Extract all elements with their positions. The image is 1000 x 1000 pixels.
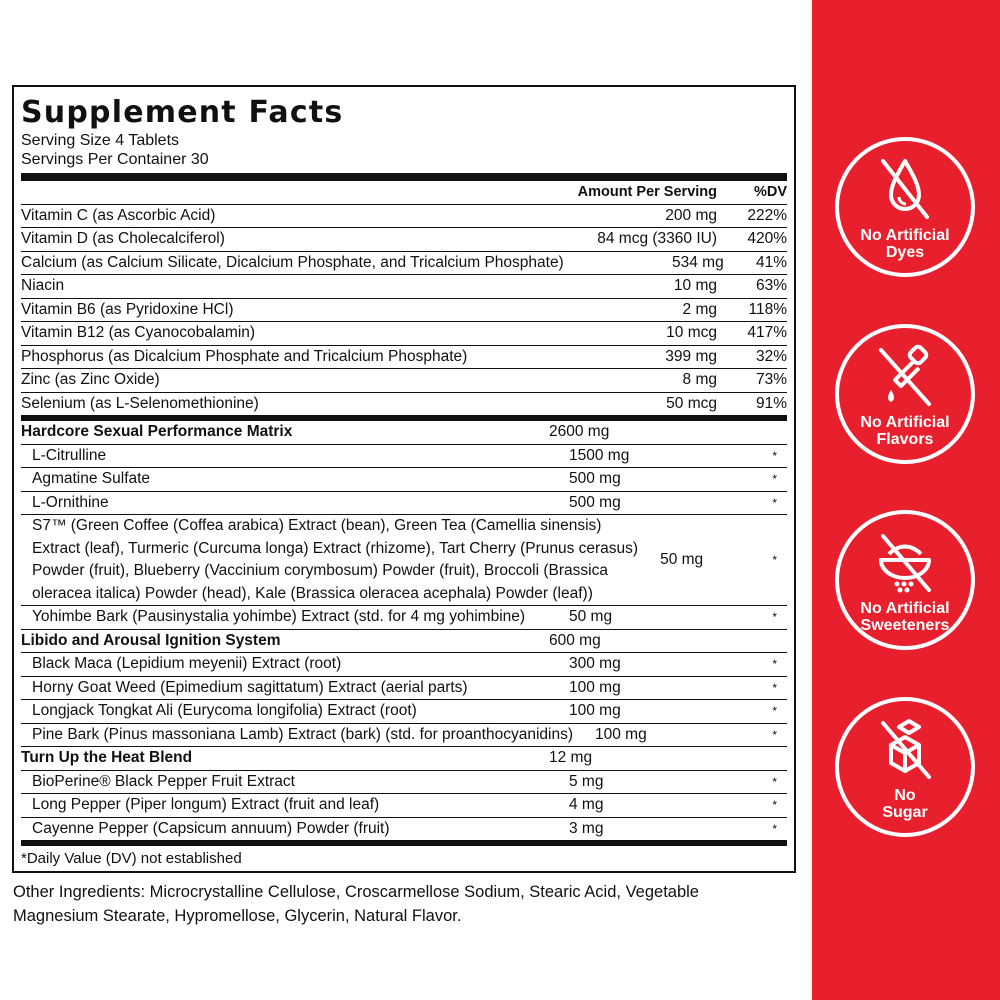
table-row — [21, 724, 787, 748]
table-row — [21, 393, 787, 417]
row-dv: 417% — [747, 324, 787, 341]
other-ingredients-line: Other Ingredients: Microcrystalline Cellulose, Croscarmellose Sodium, Stearic Acid, Vegetable — [13, 883, 699, 901]
row-name: L-Ornithine — [32, 493, 109, 511]
row-amount: 8 mg — [682, 371, 717, 388]
supplement-facts-panel — [12, 85, 796, 873]
table-row — [21, 252, 787, 276]
row-name: Zinc (as Zinc Oxide) — [21, 371, 160, 388]
footnote: *Daily Value (DV) not established — [21, 850, 242, 867]
blend-name: Hardcore Sexual Performance Matrix — [21, 423, 293, 440]
row-name: Selenium (as L-Selenomethionine) — [21, 394, 259, 412]
row-dv: * — [772, 448, 777, 463]
s7-amount: 50 mg — [660, 550, 704, 568]
row-name: Phosphorus (as Dicalcium Phosphate and Tricalcium Phosphate) — [21, 347, 468, 365]
badge-label: No Sugar — [882, 787, 928, 821]
row-amount: 5 mg — [569, 772, 604, 790]
table-row — [21, 205, 787, 229]
row-amount: 50 mg — [569, 608, 613, 625]
s7-line: oleracea italica) Powder (head), Kale (Brassica oleracea acephala) Powder (leaf)) — [32, 584, 593, 602]
claims-sidebar — [812, 0, 1000, 1000]
s7-line: S7™ (Green Coffee (Coffea arabica) Extract (bean), Green Tea (Camellia sinensis) — [32, 517, 602, 534]
row-name: Cayenne Pepper (Capsicum annuum) Powder (fruit) — [32, 819, 390, 837]
row-amount: 10 mcg — [666, 324, 717, 341]
table-row — [21, 445, 787, 469]
table-row — [21, 677, 787, 701]
table-row — [21, 228, 787, 252]
row-dv: 420% — [747, 230, 787, 247]
row-name: Agmatine Sulfate — [32, 470, 151, 487]
row-dv: 73% — [755, 371, 787, 388]
badge-label: No Artificial Flavors — [860, 414, 950, 448]
header-amount: Amount Per Serving — [577, 184, 717, 200]
row-name: Longjack Tongkat Ali (Eurycoma longifolia) Extract (root) — [32, 702, 417, 719]
row-amount: 500 mg — [569, 470, 621, 487]
s7-description — [21, 515, 638, 605]
row-name: Niacin — [21, 277, 65, 294]
row-amount: 100 mg — [569, 702, 621, 719]
row-dv: 91% — [755, 394, 787, 412]
table-row — [21, 771, 787, 795]
badge-label: No Artificial Sweeteners — [860, 600, 950, 634]
row-name: Calcium (as Calcium Silicate, Dicalcium Phosphate, and Tricalcium Phosphate) — [21, 253, 564, 271]
other-ingredients-line: Magnesium Stearate, Hypromellose, Glycerin, Natural Flavor. — [13, 907, 462, 925]
row-amount: 534 mg — [671, 253, 724, 271]
badge-no-dyes — [835, 137, 975, 277]
serving-size: Serving Size 4 Tablets — [21, 132, 180, 149]
panel-title: Supplement Facts — [21, 95, 344, 130]
row-name: Vitamin B12 (as Cyanocobalamin) — [21, 324, 256, 341]
row-dv: * — [772, 610, 777, 624]
row-name: Pine Bark (Pinus massoniana Lamb) Extract (bark) (std. for proanthocyanidins) — [32, 725, 574, 743]
badge-no-sweeteners — [835, 510, 975, 650]
badge-label: No Artificial Dyes — [860, 227, 950, 261]
no-sugar-icon — [869, 715, 941, 783]
row-name: Vitamin C (as Ascorbic Acid) — [21, 206, 216, 224]
row-dv: * — [772, 472, 777, 486]
row-amount: 300 mg — [569, 655, 621, 672]
header-dv: %DV — [753, 184, 787, 200]
nutrient-list — [21, 205, 787, 417]
table-row — [21, 468, 787, 492]
row-amount: 3 mg — [569, 819, 604, 837]
badge-no-sugar — [835, 697, 975, 837]
row-amount: 100 mg — [595, 725, 647, 743]
blend-header — [21, 747, 787, 771]
s7-line: Extract (leaf), Turmeric (Curcuma longa) Extract (rhizome), Tart Cherry (Prunus cerasus) — [32, 539, 639, 557]
row-dv: 32% — [755, 347, 787, 365]
row-amount: 100 mg — [569, 678, 621, 696]
badge-no-flavors — [835, 324, 975, 464]
row-dv: * — [772, 821, 777, 836]
blend-item-list — [21, 771, 787, 842]
row-dv: 63% — [755, 277, 787, 294]
row-name: L-Citrulline — [32, 446, 107, 464]
row-name: Long Pepper (Piper longum) Extract (fruit and leaf) — [32, 796, 380, 813]
row-amount: 4 mg — [569, 796, 604, 813]
servings-per-container: Servings Per Container 30 — [21, 151, 209, 168]
blend-amount: 2600 mg — [549, 423, 610, 440]
row-name: BioPerine® Black Pepper Fruit Extract — [32, 772, 295, 790]
blend-item-list — [21, 653, 787, 747]
thick-divider — [21, 173, 787, 181]
row-dv: * — [772, 680, 777, 695]
table-row — [21, 653, 787, 677]
row-dv: * — [772, 774, 777, 789]
row-amount: 200 mg — [665, 206, 717, 224]
blend-header — [21, 421, 787, 445]
blend-item-list — [21, 445, 787, 516]
row-amount: 50 mcg — [666, 394, 717, 412]
table-row — [21, 322, 787, 346]
row-amount: 1500 mg — [569, 446, 630, 464]
s7-blend-row — [21, 515, 787, 606]
row-dv: 118% — [748, 300, 787, 318]
blend-amount: 600 mg — [549, 631, 601, 649]
table-row — [21, 492, 787, 516]
row-amount: 84 mcg (3360 IU) — [597, 230, 717, 247]
table-row — [21, 369, 787, 393]
table-row — [21, 299, 787, 323]
row-dv: * — [772, 657, 777, 671]
row-name: Vitamin B6 (as Pyridoxine HCl) — [21, 300, 234, 318]
table-row — [21, 346, 787, 370]
row-dv: * — [772, 704, 777, 718]
table-header — [21, 181, 787, 205]
s7-dv: * — [772, 552, 777, 567]
table-row — [21, 275, 787, 299]
row-amount: 500 mg — [569, 493, 621, 511]
row-amount: 2 mg — [682, 300, 717, 318]
no-flavors-icon — [869, 342, 941, 410]
blend-header — [21, 630, 787, 654]
row-amount: 399 mg — [665, 347, 717, 365]
table-row — [21, 818, 787, 842]
row-amount: 10 mg — [673, 277, 717, 294]
s7-line: Powder (fruit), Blueberry (Vaccinium corymbosum) Powder (fruit), Broccoli (Brassica — [32, 562, 608, 579]
row-dv: * — [772, 798, 777, 812]
row-dv: * — [772, 727, 777, 742]
blend-name: Turn Up the Heat Blend — [21, 749, 193, 766]
table-row — [21, 794, 787, 818]
table-row — [21, 606, 787, 630]
no-dyes-icon — [869, 155, 941, 223]
row-dv: 41% — [755, 253, 787, 271]
other-ingredients — [13, 880, 783, 928]
row-dv: 222% — [747, 206, 787, 224]
blend-amount: 12 mg — [549, 749, 593, 766]
no-sweeteners-icon — [869, 528, 941, 596]
blend-name: Libido and Arousal Ignition System — [21, 631, 281, 649]
row-name: Black Maca (Lepidium meyenii) Extract (root) — [32, 655, 342, 672]
row-name: Vitamin D (as Cholecalciferol) — [21, 230, 225, 247]
table-row — [21, 700, 787, 724]
row-name: Yohimbe Bark (Pausinystalia yohimbe) Extract (std. for 4 mg yohimbine) — [32, 608, 526, 625]
row-dv: * — [772, 495, 777, 510]
row-name: Horny Goat Weed (Epimedium sagittatum) Extract (aerial parts) — [32, 678, 468, 696]
